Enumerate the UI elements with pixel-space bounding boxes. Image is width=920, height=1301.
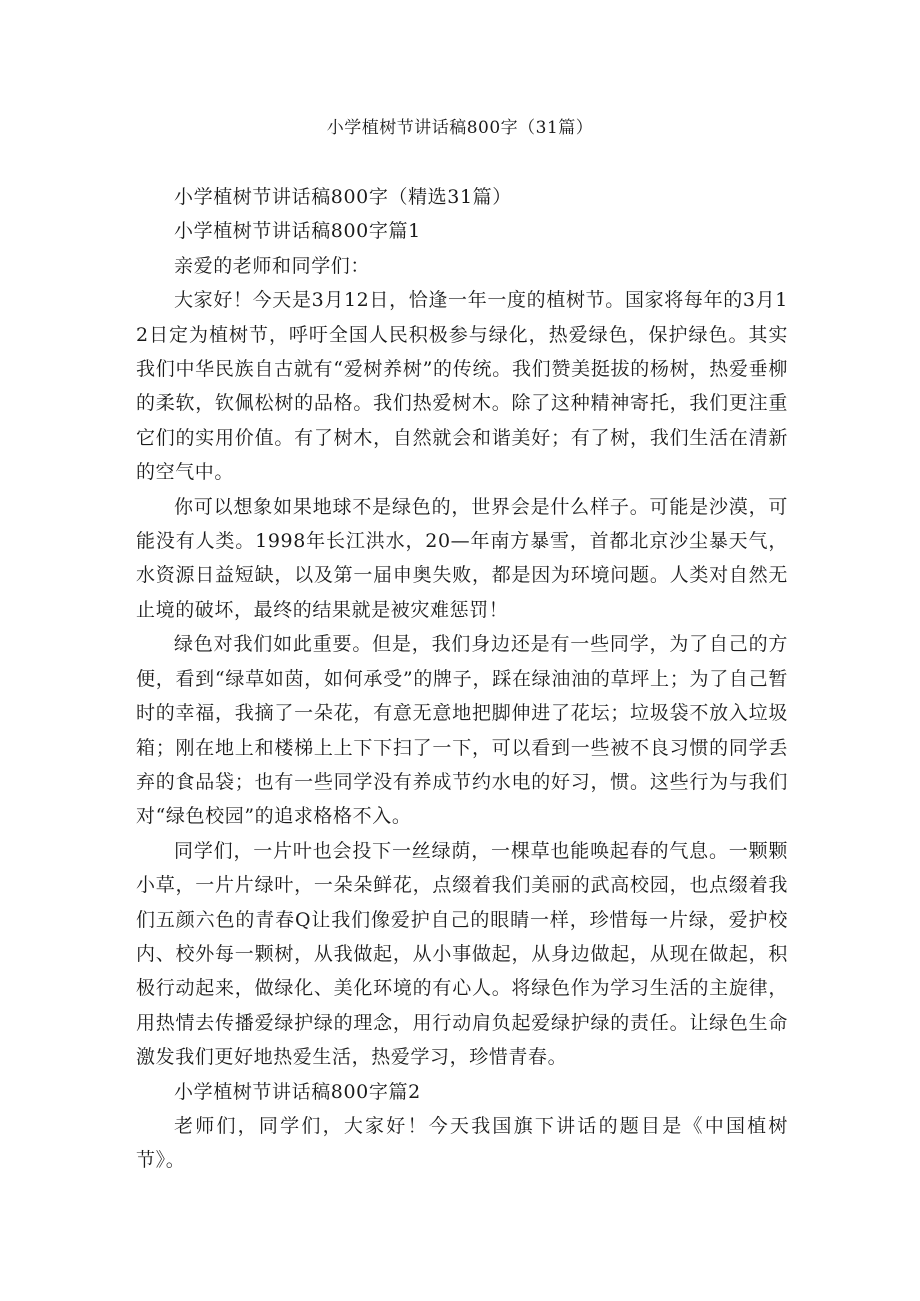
body-paragraph: 同学们，一片叶也会投下一丝绿荫，一棵草也能唤起春的气息。一颗颗小草，一片片绿叶，一朵朵鲜花，点缀着我们美丽的武高校园，也点缀着我们五颜六色的青春Q让我们像爱护自己的眼睛一样，珍惜每一片绿，爱护校内、校外每一颗树，从我做起，从小事做起，从身边做起，从现在做起，积极行动起来，做绿化、美化环境的有心人。将绿色作为学习生活的主旋律，用热情去传播爱绿护绿的理念，用行动肩负起爱绿护绿的责任。让绿色生命激发我们更好地热爱生活，热爱学习，珍惜青春。 [136,839,788,1069]
section-heading-2: 小学植树节讲话稿800字篇2 [174,1080,421,1103]
body-paragraph: 你可以想象如果地球不是绿色的，世界会是什么样子。可能是沙漠，可能没有人类。1998年长江洪水，20—年南方暴雪，首都北京沙尘暴天气，水资源日益短缺，以及第一届申奥失败，都是因为环境问题。人类对自然无止境的破坏，最终的结果就是被灾难惩罚！ [136,495,788,621]
body-paragraph: 老师们，同学们，大家好！今天我国旗下讲话的题目是《中国植树节》。 [136,1114,788,1172]
body-paragraph: 绿色对我们如此重要。但是，我们身边还是有一些同学，为了自己的方便，看到“绿草如茵，如何承受”的牌子，踩在绿油油的草坪上；为了自己暂时的幸福，我摘了一朵花，有意无意地把脚伸进了花坛；垃圾袋不放入垃圾箱；刚在地上和楼梯上上下下扫了一下，可以看到一些被不良习惯的同学丢弃的食品袋；也有一些同学没有养成节约水电的好习，惯。这些行为与我们对“绿色校园”的追求格格不入。 [136,633,788,828]
section-heading-1: 小学植树节讲话稿800字篇1 [174,220,421,243]
salutation-paragraph: 亲爱的老师和同学们： [174,254,371,277]
document-body [136,180,788,1178]
body-paragraph: 大家好！今天是3月12日，恰逢一年一度的植树节。国家将每年的3月12日定为植树节，呼吁全国人民积极参与绿化，热爱绿色，保护绿色。其实我们中华民族自古就有“爱树养树”的传统。我们赞美挺拔的杨树，热爱垂柳的柔软，钦佩松树的品格。我们热爱树木。除了这种精神寄托，我们更注重它们的实用价值。有了树木，自然就会和谐美好；有了树，我们生活在清新的空气中。 [136,289,788,484]
document-title: 小学植树节讲话稿800字（31篇） [326,118,594,138]
subtitle-paragraph: 小学植树节讲话稿800字（精选31篇） [174,186,512,208]
